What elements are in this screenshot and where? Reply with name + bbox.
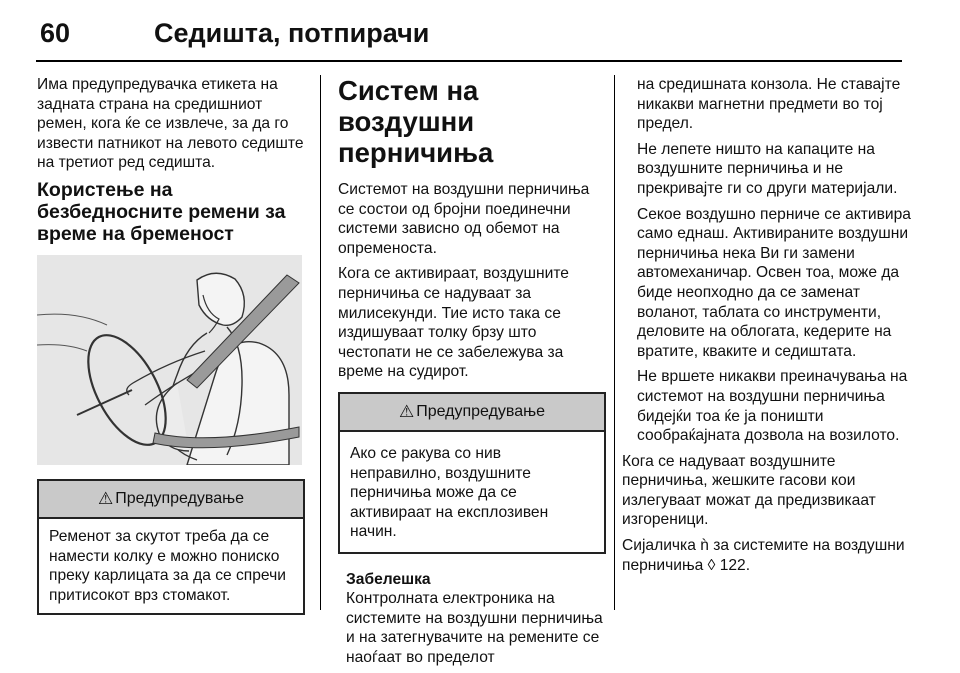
warning-box-airbag (338, 392, 606, 554)
note-item-1: Не лепете ништо на капаците на воздушните перничиња и не прекривајте ги со други материјали. (637, 140, 898, 197)
warning-text: Ако се ракува со нив неправилно, воздушните перничиња може да се активираат на експлозивен начин. (350, 444, 549, 541)
column-divider (614, 75, 615, 610)
warning-light-label: Сијаличка (622, 537, 696, 555)
note-item-3: Не вршете никакви преиначувања на системот на воздушни перничиња бидејќи тоа ќе ја поништи сообраќајната дозвола на возилото. (637, 368, 908, 445)
warning-light-paragraph (622, 536, 912, 575)
section-heading-pregnancy: Користење на безбедносните ремени за време на бременост (37, 178, 286, 245)
column-left (37, 75, 305, 627)
warning-text: Ременот за скутот треба да се намести колку е можно пониско преку карлицата за да се спречи притисокот врз стомакот. (49, 527, 286, 604)
section-heading-airbags: Систем на воздушни перничиња (338, 75, 494, 168)
page-reference-icon: ◊ (707, 556, 716, 574)
warning-triangle-icon: ⚠ (398, 401, 415, 421)
note-continuation (622, 75, 912, 446)
page-title: Седишта, потпирачи (154, 18, 430, 48)
page-number: 60 (40, 18, 71, 48)
airbag-paragraph-2: Кога се активираат, воздушните перничиња се надуваат за милисекунди. Тие исто така се издишуваат толку брзу што честопати не се забележува за време на судирот. (338, 265, 569, 381)
warning-box-pregnancy (37, 479, 305, 615)
airbag-paragraph-1: Системот на воздушни перничиња се состои од бројни поединечни системи зависно од обемот на опременоста. (338, 181, 590, 257)
column-divider (320, 75, 321, 610)
intro-paragraph: Има предупредувачка етикета на задната страна на средишниот ремен, кога ќе се извлече, за да го извести патникот на левото седиште на третиот ред седишта. (37, 76, 304, 172)
note-title: Забелешка (346, 570, 431, 588)
warning-header (39, 481, 303, 519)
warning-light-text: за системите на воздушни перничиња (622, 537, 905, 574)
warning-header (340, 394, 604, 432)
warning-triangle-icon: ⚠ (97, 488, 114, 508)
hot-gases-paragraph: Кога се надуваат воздушните перничиња, жешките гасови кои излегуваат можат да предизвикаат изгореници. (622, 452, 876, 529)
page-header (36, 18, 916, 58)
pregnant-woman-seatbelt-illustration (37, 255, 302, 465)
column-right (622, 75, 912, 581)
column-middle (338, 75, 606, 673)
airbag-warning-light-icon: ǹ (700, 537, 709, 555)
note-item-2: Секое воздушно перниче се активира само еднаш. Активираните воздушни перничиња нека Ви ги замени автомеханичар. Освен тоа, може да биде неопходно да се заменат воланот, таблата со инструменти, деловите на облогата, кедерите на вратите, кваките и седиштата. (637, 205, 911, 360)
note-continuation-text: на средишната конзола. Не ставајте никакви магнетни предмети во тој предел. (637, 76, 901, 133)
warning-title: Предупредување (416, 402, 546, 420)
note-text: Контролната електроника на системите на воздушни перничиња и на затегнувачите на ремените се наоѓаат во пределот (346, 589, 603, 666)
note-block (338, 570, 606, 667)
header-rule (36, 60, 902, 62)
page-reference[interactable]: 122. (719, 556, 751, 574)
warning-title: Предупредување (115, 489, 245, 507)
